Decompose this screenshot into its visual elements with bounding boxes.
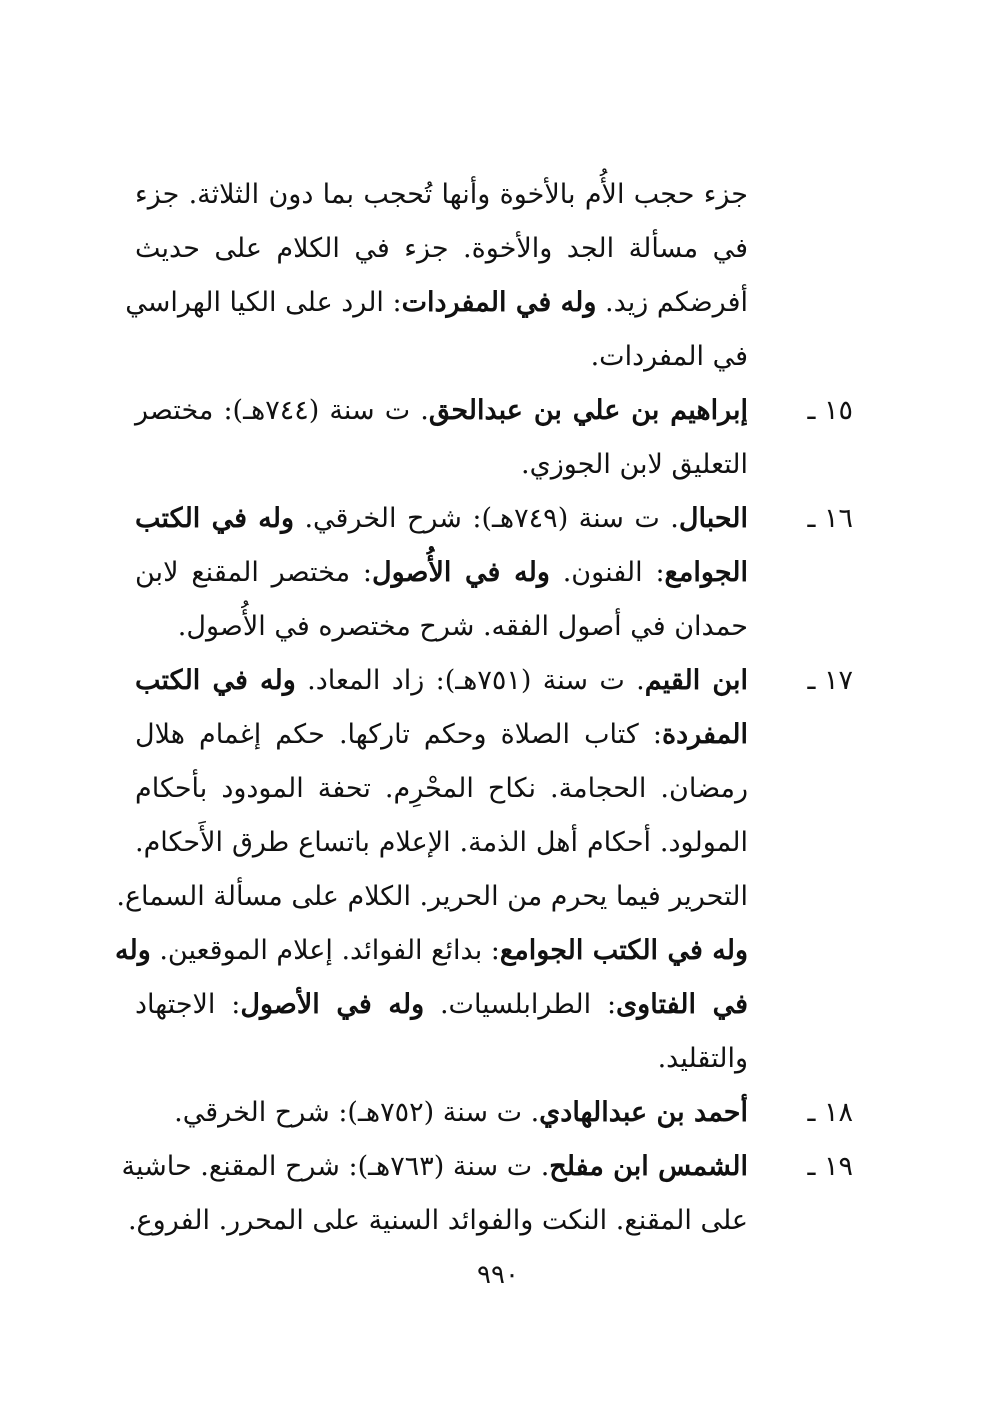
text-line <box>135 1086 748 1140</box>
text-line <box>135 546 748 600</box>
bold-heading: وله في الكتب الجوامع <box>499 935 748 966</box>
text-line <box>135 384 748 438</box>
text-line <box>135 708 748 762</box>
entry-18 <box>135 1086 853 1140</box>
text-span: : الاجتهاد <box>135 989 241 1020</box>
author-name: الحبال <box>678 503 749 534</box>
author-name: الشمس ابن مفلح <box>549 1151 748 1182</box>
entry-number: ١٦ ـ <box>807 503 853 534</box>
bold-heading: الجوامع <box>664 557 748 588</box>
author-name: ابن القيم <box>644 665 748 696</box>
author-name: إبراهيم بن علي بن عبدالحق <box>428 395 749 426</box>
text-line <box>121 1140 748 1194</box>
text-line: جزء حجب الأُم بالأخوة وأنها تُحجب بما دون الثلاثة. جزء <box>135 179 748 210</box>
text-block <box>115 168 853 1248</box>
text-span: . ت سنة (٧٥١هـ): زاد المعاد. <box>295 665 645 696</box>
text-line <box>115 924 748 978</box>
text-span: : كتاب الصلاة وحكم تاركها. حكم إغمام هلال <box>135 719 662 750</box>
text-line <box>135 492 748 546</box>
text-span: : الفنون. <box>549 557 665 588</box>
text-span: : بدائع الفوائد. إعلام الموقعين. <box>150 935 500 966</box>
entry-number: ١٧ ـ <box>807 665 853 696</box>
bold-heading: وله في الكتب <box>135 503 295 534</box>
text-line: التحرير فيما يحرم من الحرير. الكلام على مسألة السماع. <box>116 881 748 912</box>
text-line <box>135 978 748 1032</box>
entry-17 <box>115 654 853 1086</box>
text-line <box>125 276 748 330</box>
text-span: . ت سنة (٧٤٩هـ): شرح الخرقي. <box>294 503 679 534</box>
text-line: حمدان في أصول الفقه. شرح مختصره في الأُصول. <box>177 611 748 642</box>
entry-19 <box>121 1140 853 1248</box>
text-span: . ت سنة (٧٤٤هـ): مختصر <box>135 395 429 426</box>
author-name: أحمد بن عبدالهادي <box>539 1097 748 1128</box>
text-span: . ت سنة (٧٥٢هـ): شرح الخرقي. <box>174 1097 540 1128</box>
bold-heading: في الفتاوى <box>616 989 749 1020</box>
entry-16 <box>135 492 853 654</box>
page-number: ٩٩٠ <box>477 1260 519 1290</box>
text-span: : الرد على الكيا الهراسي <box>125 287 402 318</box>
intro-paragraph <box>125 168 748 384</box>
bold-heading: وله في الكتب <box>135 665 296 696</box>
bold-heading: وله في المفردات <box>401 287 597 318</box>
entry-number: ١٩ ـ <box>807 1151 853 1182</box>
text-span: : مختصر المقنع لابن <box>135 557 372 588</box>
text-line: التعليق لابن الجوزي. <box>521 449 748 480</box>
entry-15 <box>135 384 853 492</box>
text-line: والتقليد. <box>657 1043 748 1074</box>
text-line: في مسألة الجد والأخوة. جزء في الكلام على حديث <box>135 233 748 264</box>
entry-number: ١٥ ـ <box>807 395 853 426</box>
text-line: رمضان. الحجامة. نكاح المحْرِم. تحفة المودود بأحكام <box>135 773 748 804</box>
bold-heading: وله في الأُصول <box>371 557 550 588</box>
entry-number: ١٨ ـ <box>807 1097 853 1128</box>
text-line: في المفردات. <box>590 341 748 372</box>
text-line <box>135 654 748 708</box>
text-line: المولود. أحكام أهل الذمة. الإعلام باتساع طرق الأَحكام. <box>135 827 748 858</box>
bold-heading: المفردة <box>661 719 748 750</box>
text-span: . ت سنة (٧٦٣هـ): شرح المقنع. حاشية <box>121 1151 550 1182</box>
bold-heading: وله <box>115 935 151 966</box>
bold-heading: وله في الأصول <box>240 989 425 1020</box>
text-span: : الطرابلسيات. <box>424 989 617 1020</box>
text-span: أفرضكم زيد. <box>596 287 748 318</box>
text-line: على المقنع. النكت والفوائد السنية على المحرر. الفروع. <box>127 1205 748 1236</box>
